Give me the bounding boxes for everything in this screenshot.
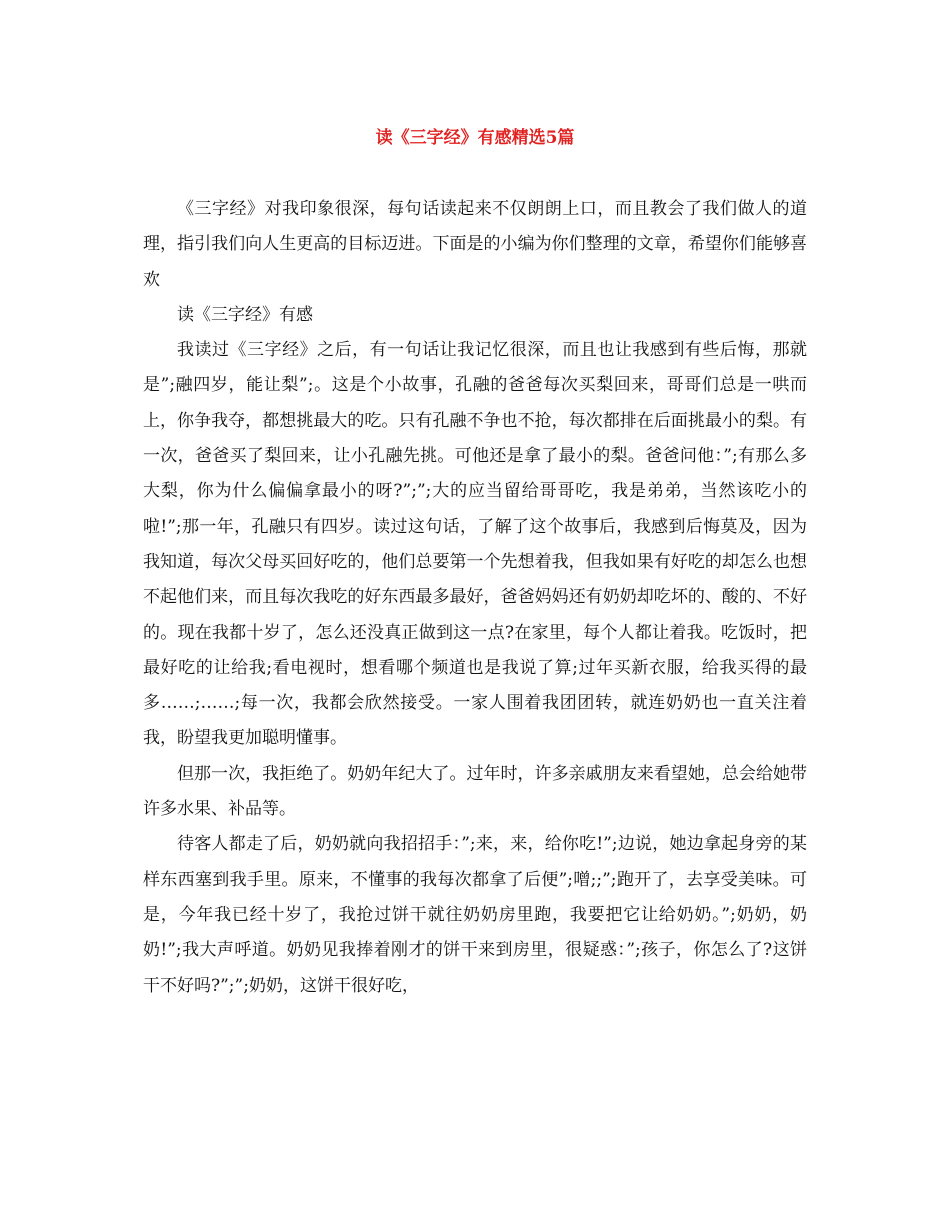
- paragraph-intro: 《三字经》对我印象很深，每句话读起来不仅朗朗上口，而且教会了我们做人的道理，指引我们向人生更高的目标迈进。下面是的小编为你们整理的文章，希望你们能够喜欢: [143, 199, 807, 290]
- paragraph-subheading: 读《三字经》有感: [177, 304, 313, 325]
- paragraph-grandma: 待客人都走了后，奶奶就向我招招手：”;来，来，给你吃!”;边说，她边拿起身旁的某样东西塞到我手里。原来，不懂事的我每次都拿了后便”;噌;;”;跑开了，去享受美味。可是，今年我已经十岁了，我抢过饼干就往奶奶房里跑，我要把它让给奶奶。”;奶奶，奶奶!”;我大声呼道。奶奶见我捧着刚才的饼干来到房里，很疑惑：”;孩子，你怎么了?这饼干不好吗?”;”;奶奶，这饼干很好吃，: [143, 834, 807, 996]
- document-body: [143, 192, 807, 1004]
- paragraph-kongrong-story: 我读过《三字经》之后，有一句话让我记忆很深，而且也让我感到有些后悔，那就是”;融四岁，能让梨”;。这是个小故事，孔融的爸爸每次买梨回来，哥哥们总是一哄而上，你争我夺，都想挑最大的吃。只有孔融不争也不抢，每次都排在后面挑最小的梨。有一次，爸爸买了梨回来，让小孔融先挑。可他还是拿了最小的梨。爸爸问他：”;有那么多大梨，你为什么偏偏拿最小的呀?”;”;大的应当留给哥哥吃，我是弟弟，当然该吃小的啦!”;那一年，孔融只有四岁。读过这句话，了解了这个故事后，我感到后悔莫及，因为我知道，每次父母买回好吃的，他们总要第一个先想着我，但我如果有好吃的却怎么也想不起他们来，而且每次我吃的好东西最多最好，爸爸妈妈还有奶奶却吃坏的、酸的、不好的。现在我都十岁了，怎么还没真正做到这一点?在家里，每个人都让着我。吃饭时，把最好吃的让给我;看电视时，想看哪个频道也是我说了算;过年买新衣服，给我买得的最多……;……;每一次，我都会欣然接受。一家人围着我团团转，就连奶奶也一直关注着我，盼望我更加聪明懂事。: [143, 340, 807, 749]
- document-title: 读《三字经》有感精选5篇: [375, 128, 575, 148]
- paragraph-refusal: 但那一次，我拒绝了。奶奶年纪大了。过年时，许多亲戚朋友来看望她，总会给她带许多水果、补品等。: [143, 763, 807, 820]
